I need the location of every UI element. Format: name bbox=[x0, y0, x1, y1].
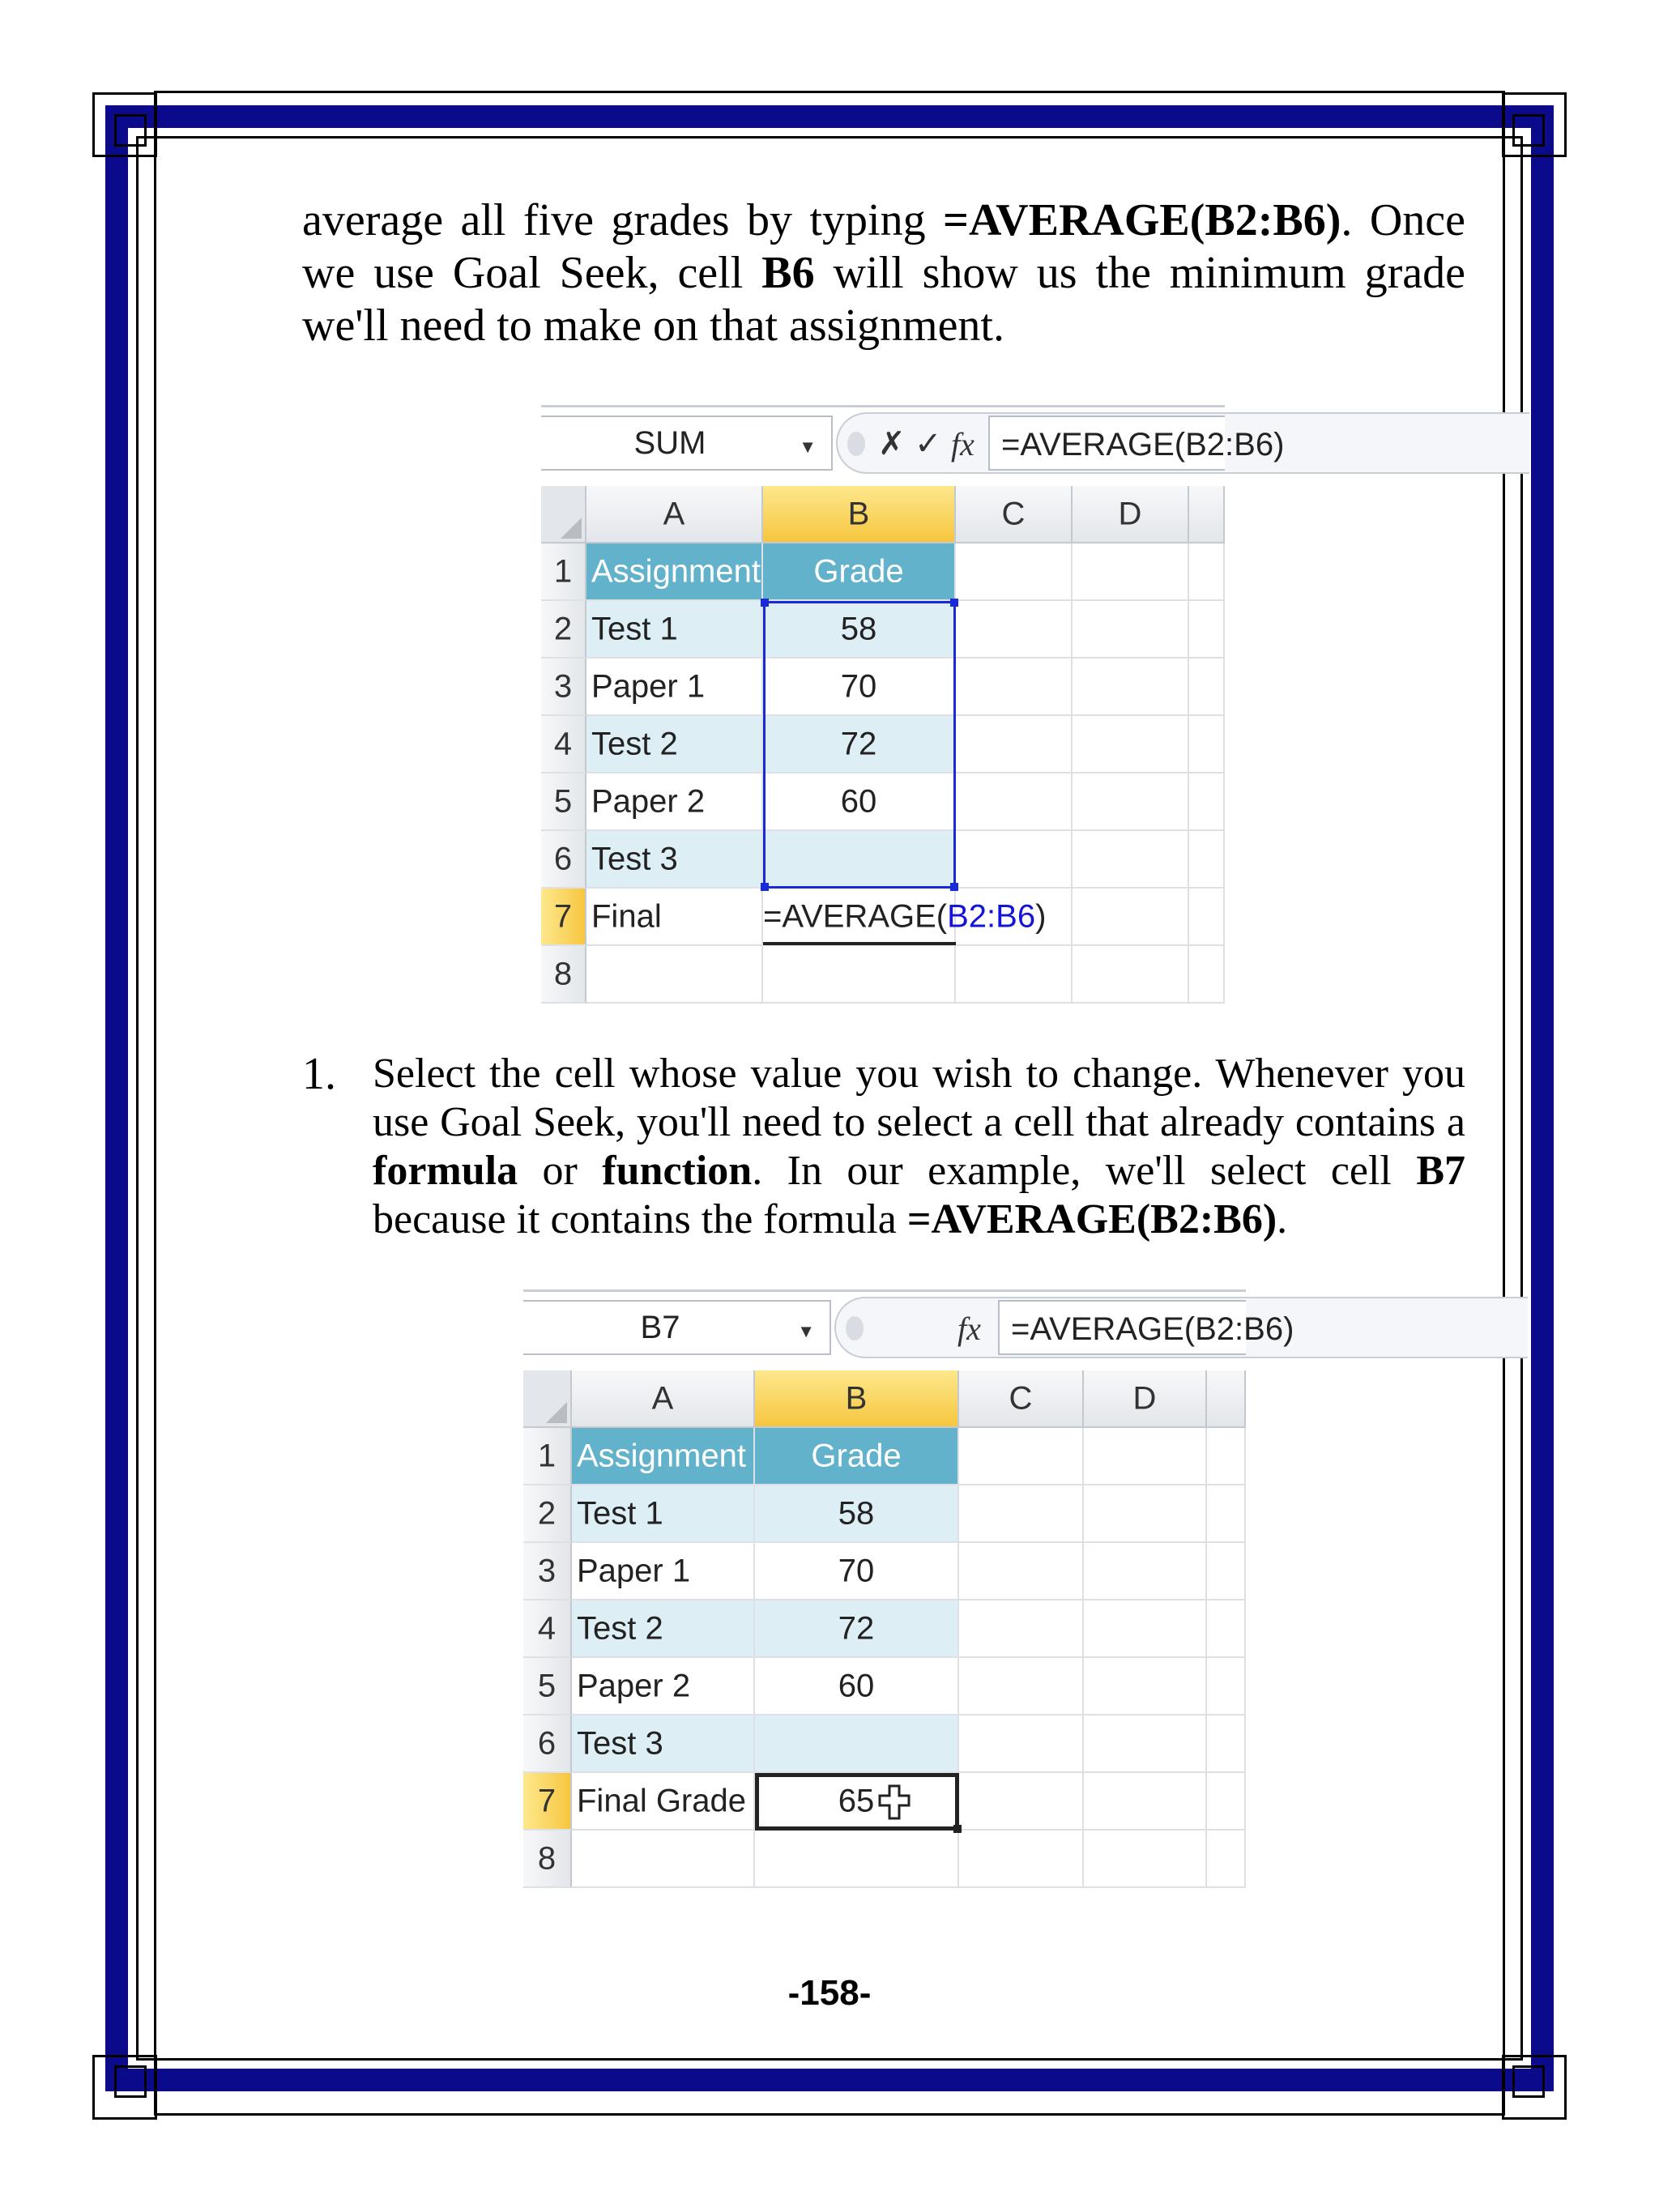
row-header-8[interactable] bbox=[541, 946, 586, 1004]
formula-text: =AVERAGE( bbox=[763, 898, 948, 934]
column-header-b[interactable] bbox=[763, 486, 956, 543]
column-header-label: C bbox=[1009, 1380, 1033, 1416]
row-header-5[interactable] bbox=[523, 1658, 572, 1715]
cell-value: 60 bbox=[838, 1668, 875, 1703]
cell-d7[interactable] bbox=[1084, 1773, 1207, 1831]
cell-e2[interactable] bbox=[1189, 601, 1225, 658]
frame-corner-ornament bbox=[92, 92, 157, 157]
cell-e7[interactable] bbox=[1189, 889, 1225, 946]
name-box-value: B7 bbox=[640, 1310, 680, 1345]
cell-d6[interactable] bbox=[1084, 1715, 1207, 1773]
cell-e8[interactable] bbox=[1189, 946, 1225, 1004]
formula-input[interactable] bbox=[988, 416, 1285, 471]
column-header-d[interactable] bbox=[1084, 1370, 1207, 1428]
cell-d2[interactable] bbox=[1073, 601, 1189, 658]
cell-a2[interactable] bbox=[586, 601, 763, 658]
text: or bbox=[518, 1148, 603, 1194]
cell-e1[interactable] bbox=[1207, 1428, 1246, 1485]
cell-b1[interactable] bbox=[763, 543, 956, 601]
row-header-8[interactable] bbox=[523, 1831, 572, 1888]
cell-text: Paper 2 bbox=[591, 783, 706, 819]
name-box-value: SUM bbox=[633, 425, 706, 461]
select-all-corner[interactable] bbox=[523, 1370, 572, 1428]
cell-a7[interactable] bbox=[586, 889, 763, 946]
row-header-2[interactable] bbox=[523, 1485, 572, 1543]
cell-d4[interactable] bbox=[1073, 716, 1189, 774]
cell-grid bbox=[523, 1370, 1246, 1879]
cell-a6[interactable] bbox=[572, 1715, 755, 1773]
row-header-label: 5 bbox=[553, 783, 573, 819]
column-header-blank[interactable] bbox=[1189, 486, 1225, 543]
cell-d5[interactable] bbox=[1073, 774, 1189, 831]
cell-e4[interactable] bbox=[1189, 716, 1225, 774]
cell-text: Paper 1 bbox=[591, 668, 706, 704]
name-box[interactable] bbox=[523, 1300, 831, 1355]
cell-text: Test 2 bbox=[577, 1610, 663, 1646]
row-header-label: 2 bbox=[553, 611, 573, 646]
cell-d8[interactable] bbox=[1084, 1831, 1207, 1888]
cell-text: Test 3 bbox=[577, 1725, 663, 1761]
row-header-label: 2 bbox=[537, 1495, 557, 1531]
cell-text: Paper 2 bbox=[577, 1668, 691, 1703]
column-header-a[interactable] bbox=[586, 486, 763, 543]
cell-b6[interactable] bbox=[755, 1715, 959, 1773]
cell-e6[interactable] bbox=[1207, 1715, 1246, 1773]
intro-paragraph bbox=[302, 194, 1465, 352]
row-header-3[interactable] bbox=[523, 1543, 572, 1600]
column-header-c[interactable] bbox=[959, 1370, 1084, 1428]
cell-d8[interactable] bbox=[1073, 946, 1189, 1004]
bold-text: B7 bbox=[1416, 1148, 1465, 1194]
cell-grid bbox=[541, 486, 1225, 998]
row-header-3[interactable] bbox=[541, 658, 586, 716]
cell-d4[interactable] bbox=[1084, 1600, 1207, 1658]
cell-value: 72 bbox=[840, 726, 877, 761]
bold-text: =AVERAGE(B2:B6) bbox=[943, 195, 1341, 245]
active-cell-border bbox=[755, 1773, 959, 1831]
column-header-label: D bbox=[1118, 496, 1142, 531]
column-header-b[interactable] bbox=[755, 1370, 959, 1428]
column-header-d[interactable] bbox=[1073, 486, 1189, 543]
cell-d3[interactable] bbox=[1073, 658, 1189, 716]
chevron-down-icon[interactable]: ▼ bbox=[799, 437, 817, 457]
cell-value: 72 bbox=[838, 1610, 875, 1646]
spreadsheet-screenshot-1 bbox=[541, 405, 1285, 998]
select-all-corner[interactable] bbox=[541, 486, 586, 543]
cell-b2[interactable] bbox=[755, 1485, 959, 1543]
formula-in-cell bbox=[763, 898, 1047, 935]
bold-text: function bbox=[602, 1148, 753, 1194]
cell-c1[interactable] bbox=[959, 1428, 1084, 1485]
cell-value: 70 bbox=[838, 1553, 875, 1588]
cell-text: Test 1 bbox=[577, 1495, 663, 1531]
cell-a4[interactable] bbox=[586, 716, 763, 774]
cell-b5[interactable] bbox=[755, 1658, 959, 1715]
cell-value: Grade bbox=[811, 1438, 902, 1473]
cell-a8[interactable] bbox=[572, 1831, 755, 1888]
frame-corner-ornament bbox=[1502, 2055, 1567, 2120]
cell-e4[interactable] bbox=[1207, 1600, 1246, 1658]
range-selection-outline bbox=[763, 601, 956, 889]
cell-e7[interactable] bbox=[1207, 1773, 1246, 1831]
text: because it contains the formula bbox=[373, 1196, 907, 1242]
cell-a6[interactable] bbox=[586, 831, 763, 889]
cell-text: Test 2 bbox=[591, 726, 678, 761]
cell-value: 58 bbox=[840, 611, 877, 646]
cell-value: 60 bbox=[840, 783, 877, 819]
cell-c5[interactable] bbox=[956, 774, 1073, 831]
text: . Once we use Goal Seek, cell bbox=[302, 195, 1466, 298]
formula-input[interactable] bbox=[998, 1300, 1294, 1355]
row-header-label: 4 bbox=[537, 1610, 557, 1646]
cell-text: Assignment bbox=[591, 553, 761, 589]
cell-b8[interactable] bbox=[763, 946, 956, 1004]
column-header-label: D bbox=[1132, 1380, 1157, 1416]
row-header-label: 1 bbox=[553, 553, 573, 589]
cell-b7[interactable] bbox=[763, 889, 1047, 946]
formula-text: =AVERAGE(B2:B6) bbox=[1001, 427, 1285, 462]
row-header-label: 1 bbox=[537, 1438, 557, 1473]
active-cell-underline bbox=[763, 942, 956, 945]
enter-icon[interactable]: ✓ bbox=[915, 426, 942, 462]
frame-corner-ornament bbox=[1502, 92, 1567, 157]
cell-c1[interactable] bbox=[956, 543, 1073, 601]
frame-corner-ornament bbox=[92, 2055, 157, 2120]
cell-e3[interactable] bbox=[1207, 1543, 1246, 1600]
column-header-label: C bbox=[1001, 496, 1026, 531]
chevron-down-icon[interactable]: ▼ bbox=[797, 1321, 815, 1341]
cell-c7[interactable] bbox=[959, 1773, 1084, 1831]
row-header-4[interactable] bbox=[523, 1600, 572, 1658]
cell-c5[interactable] bbox=[959, 1658, 1084, 1715]
cell-c7[interactable] bbox=[956, 889, 1073, 946]
bold-text: B6 bbox=[761, 248, 815, 298]
page-number: -158- bbox=[787, 1973, 872, 2013]
cell-text: Assignment bbox=[577, 1438, 746, 1473]
cell-c6[interactable] bbox=[959, 1715, 1084, 1773]
cell-text: Test 1 bbox=[591, 611, 678, 646]
list-number: 1. bbox=[302, 1049, 336, 1099]
cell-c8[interactable] bbox=[956, 946, 1073, 1004]
cell-c3[interactable] bbox=[956, 658, 1073, 716]
row-header-label: 8 bbox=[537, 1840, 557, 1876]
cell-b4[interactable] bbox=[755, 1600, 959, 1658]
column-header-a[interactable] bbox=[572, 1370, 755, 1428]
cell-e1[interactable] bbox=[1189, 543, 1225, 601]
row-header-2[interactable] bbox=[541, 601, 586, 658]
cell-c4[interactable] bbox=[959, 1600, 1084, 1658]
cell-b3[interactable] bbox=[755, 1543, 959, 1600]
cell-d7[interactable] bbox=[1073, 889, 1189, 946]
cell-d5[interactable] bbox=[1084, 1658, 1207, 1715]
bold-text: formula bbox=[373, 1148, 518, 1194]
formula-text: ) bbox=[1035, 898, 1047, 934]
column-header-label: A bbox=[651, 1380, 674, 1416]
cell-a8[interactable] bbox=[586, 946, 763, 1004]
cell-text: Paper 1 bbox=[577, 1553, 691, 1588]
cancel-icon[interactable]: ✗ bbox=[878, 426, 906, 462]
cell-a4[interactable] bbox=[572, 1600, 755, 1658]
cell-e3[interactable] bbox=[1189, 658, 1225, 716]
cell-text: Test 3 bbox=[591, 841, 678, 876]
cell-c2[interactable] bbox=[956, 601, 1073, 658]
cell-a1[interactable] bbox=[572, 1428, 755, 1485]
cell-c6[interactable] bbox=[956, 831, 1073, 889]
cell-d1[interactable] bbox=[1073, 543, 1189, 601]
text: . bbox=[1277, 1196, 1288, 1242]
row-header-1[interactable] bbox=[523, 1428, 572, 1485]
cell-a1[interactable] bbox=[586, 543, 763, 601]
cell-a5[interactable] bbox=[572, 1658, 755, 1715]
row-header-7[interactable] bbox=[541, 889, 586, 946]
cell-a5[interactable] bbox=[586, 774, 763, 831]
text: average all five grades by typing bbox=[302, 195, 944, 245]
row-header-1[interactable] bbox=[541, 543, 586, 601]
cell-b8[interactable] bbox=[755, 1831, 959, 1888]
cell-e5[interactable] bbox=[1207, 1658, 1246, 1715]
formula-text: =AVERAGE(B2:B6) bbox=[1011, 1311, 1294, 1347]
insert-function-icon[interactable]: fx bbox=[957, 1311, 981, 1347]
cell-d2[interactable] bbox=[1084, 1485, 1207, 1543]
cell-text: Final Grade bbox=[577, 1783, 746, 1818]
cell-c8[interactable] bbox=[959, 1831, 1084, 1888]
cell-e8[interactable] bbox=[1207, 1831, 1246, 1888]
row-header-label: 8 bbox=[553, 956, 573, 991]
row-header-label: 6 bbox=[537, 1725, 557, 1761]
row-header-5[interactable] bbox=[541, 774, 586, 831]
row-header-label: 7 bbox=[537, 1783, 557, 1818]
cell-d1[interactable] bbox=[1084, 1428, 1207, 1485]
column-header-label: B bbox=[845, 1380, 868, 1416]
row-header-label: 5 bbox=[537, 1668, 557, 1703]
row-header-label: 4 bbox=[553, 726, 573, 761]
row-header-label: 6 bbox=[553, 841, 573, 876]
cell-value: 65 bbox=[838, 1783, 875, 1818]
name-box[interactable] bbox=[541, 416, 833, 471]
cell-e2[interactable] bbox=[1207, 1485, 1246, 1543]
cell-text: Final bbox=[591, 898, 662, 934]
text: will show us the minimum grade we'll need to make on that assignment. bbox=[302, 248, 1465, 351]
range-reference: B2:B6 bbox=[947, 898, 1036, 934]
spreadsheet-screenshot-2 bbox=[523, 1289, 1294, 1879]
column-header-c[interactable] bbox=[956, 486, 1073, 543]
column-header-blank[interactable] bbox=[1207, 1370, 1246, 1428]
cell-value: 58 bbox=[838, 1495, 875, 1531]
cell-a2[interactable] bbox=[572, 1485, 755, 1543]
cell-c3[interactable] bbox=[959, 1543, 1084, 1600]
cell-a3[interactable] bbox=[586, 658, 763, 716]
text: Select the cell whose value you wish to change. Whenever you use Goal Seek, you'll need to select a cell that already contains a bbox=[373, 1051, 1465, 1145]
formula-bar bbox=[523, 1289, 1294, 1366]
bold-text: =AVERAGE(B2:B6) bbox=[906, 1196, 1277, 1242]
text: . In our example, we'll select cell bbox=[752, 1148, 1417, 1194]
cell-b1[interactable] bbox=[755, 1428, 959, 1485]
row-header-label: 3 bbox=[553, 668, 573, 704]
splitter-handle[interactable] bbox=[847, 432, 865, 456]
cell-value: 70 bbox=[840, 668, 877, 704]
step-1-text bbox=[373, 1050, 1465, 1244]
row-header-6[interactable] bbox=[523, 1715, 572, 1773]
cell-e5[interactable] bbox=[1189, 774, 1225, 831]
cell-d6[interactable] bbox=[1073, 831, 1189, 889]
cell-e6[interactable] bbox=[1189, 831, 1225, 889]
cell-a7[interactable] bbox=[572, 1773, 755, 1831]
row-header-label: 7 bbox=[553, 898, 573, 934]
row-header-7[interactable] bbox=[523, 1773, 572, 1831]
row-header-6[interactable] bbox=[541, 831, 586, 889]
cell-c2[interactable] bbox=[959, 1485, 1084, 1543]
row-header-label: 3 bbox=[537, 1553, 557, 1588]
cross-cursor-icon bbox=[878, 1784, 911, 1824]
row-header-4[interactable] bbox=[541, 716, 586, 774]
formula-bar bbox=[541, 405, 1285, 482]
column-header-label: B bbox=[847, 496, 870, 531]
cell-d3[interactable] bbox=[1084, 1543, 1207, 1600]
cell-value: Grade bbox=[813, 553, 904, 589]
splitter-handle[interactable] bbox=[846, 1316, 864, 1340]
column-header-label: A bbox=[663, 496, 685, 531]
cell-c4[interactable] bbox=[956, 716, 1073, 774]
insert-function-icon[interactable]: fx bbox=[951, 426, 975, 462]
cell-a3[interactable] bbox=[572, 1543, 755, 1600]
